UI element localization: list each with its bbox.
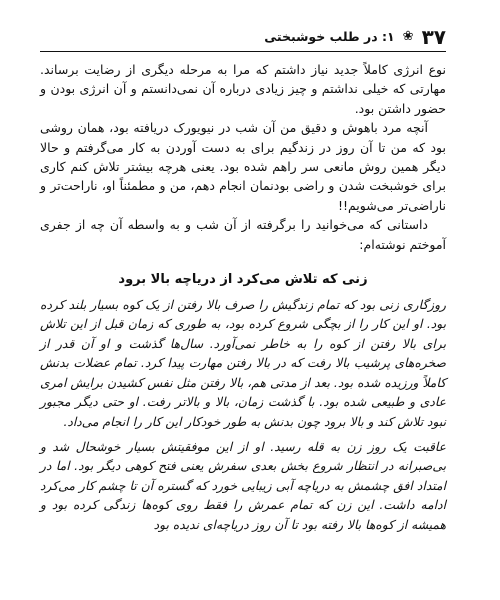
section-heading: زنی که تلاش می‌کرد از دریاچه بالا برود: [118, 272, 368, 288]
flower-ornament-icon: ❀: [402, 29, 414, 44]
story-paragraph: عاقبت یک روز زن به قله رسید. او از این موفقیتش بسیار خوشحال شد و بی‌صبرانه در انتظار شروع بخش بعدی سفرش یعنی فتح کوهی دیگر بود. اما در امتداد افق چشمش به دریاچه آبی زیبایی خورد که گستره آن تا چشم کار می‌کرد ادامه داشت. این زن که تمام عمرش را فقط روی کوه‌ها زندگی کرده بود و همیشه از کوه‌ها بالا رفته بود تا آن روز دریاچه‌ای ندیده بود: [40, 439, 446, 532]
paragraph: آنچه مرد باهوش و دقیق من آن شب در نیویورک دریافته بود، همان روشی بود که من تا آن روز در زندگیم برای به دست آوردن به کار می‌گرفتم و حالا دیگر همین روش مانعی سر راهم شده بود. یعنی هرچه بیشتر تلاش کنم کاری برای خوشبخت شدن و راضی بودنمان انجام دهم، من و مطمئناً او، ناراحت‌تر و ناراضی‌تر می‌شویم!!: [40, 120, 446, 213]
paragraph: داستانی که می‌خوانید را برگرفته از آن شب و به واسطه آن چه از جفری آموختم نوشته‌ام:: [40, 217, 446, 252]
running-header: [40, 26, 446, 52]
story-paragraph: روزگاری زنی بود که تمام زندگیش را صرف بالا رفتن از یک کوه بسیار بلند کرده بود. او این کار را از بچگی شروع کرده بود، به طوری که زمان قبل از این تلاش برای بالا رفتن از کوه را به خاطر نمی‌آورد. سال‌ها گذشت و او آن قدر از صخره‌های پرشیب بالا رفت که در بالا رفتن مهارت پیدا کرد. تمام عضلات بدنش کاملاً ورزیده شده بود. بعد از مدتی هم، بالا رفتن مثل نفس کشیدن برایش امری عادی و طبیعی شده بود. با گذشت زمان، بالا و بالاتر رفت. او حتی دیگر مجبور نبود تلاش کند و بالا برود چون بدنش به طور خودکار این کار را انجام می‌داد.: [40, 298, 446, 429]
story-text: [40, 296, 446, 535]
body-text: [40, 60, 446, 254]
page-number: ۳۷: [421, 25, 446, 49]
paragraph: نوع انرژی کاملاً جدید نیاز داشتم که مرا به مرحله دیگری از رضایت برساند. مهارتی که خیلی نداشتم و چیز زیادی درباره آن نمی‌دانستم و آن انرژی بودن و حضور داشتن بود.: [40, 62, 446, 116]
chapter-title: ۱: در طلب خوشبختی: [264, 29, 395, 44]
